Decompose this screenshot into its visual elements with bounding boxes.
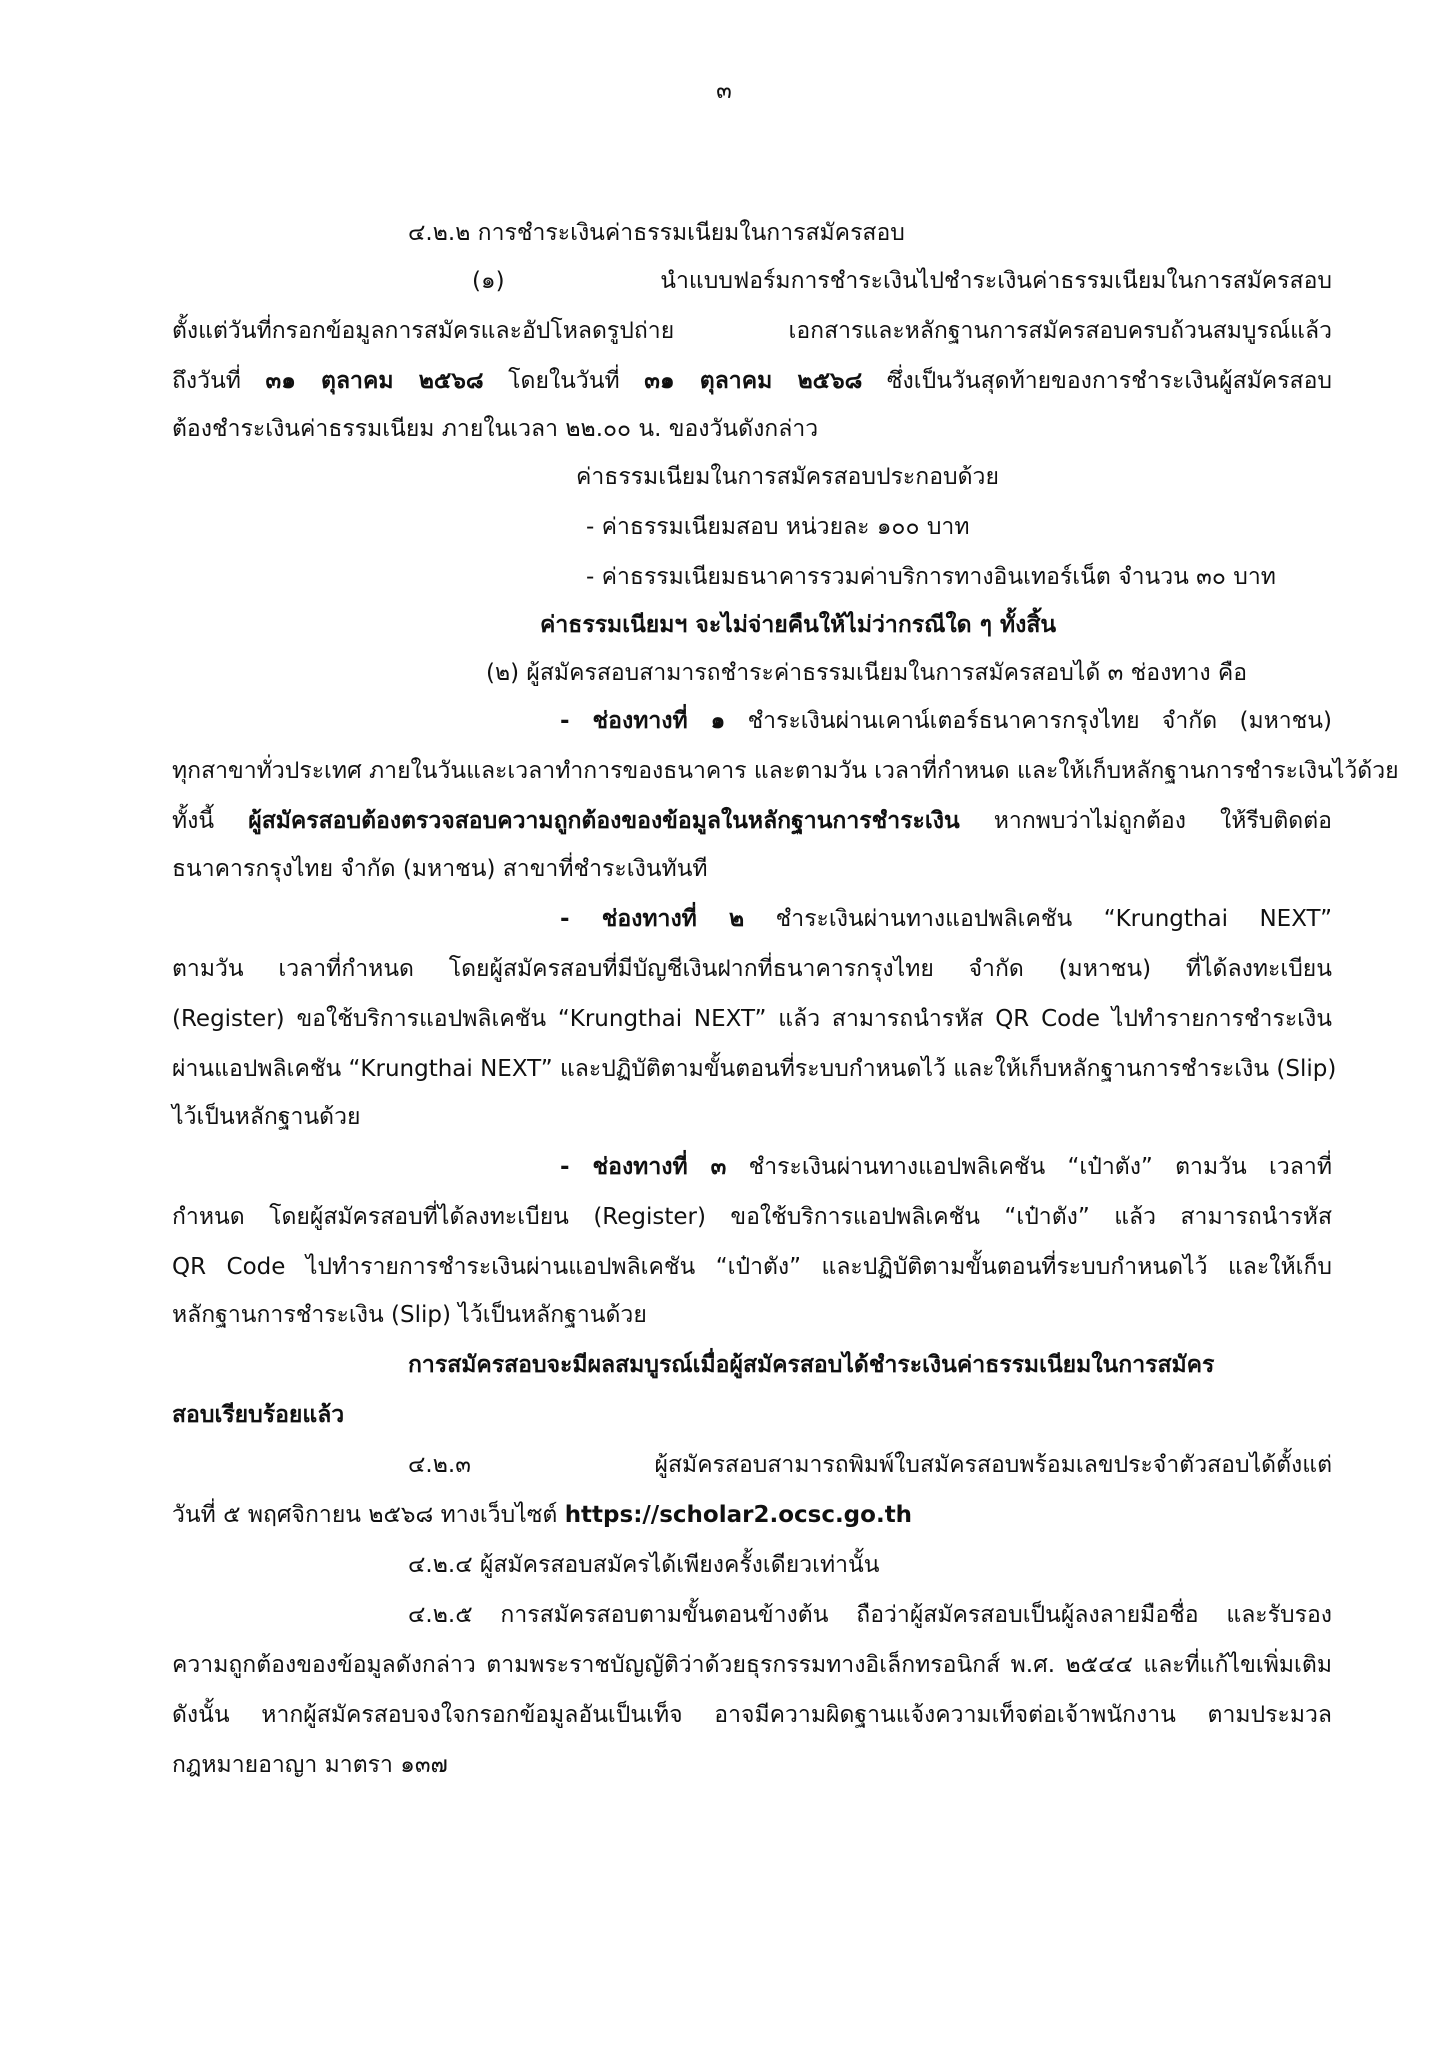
text-run: ชำระเงินผ่านทางแอปพลิเคชัน “Krungthai NEXT” [744, 906, 1333, 932]
completion-notice-line-2: สอบเรียบร้อยแล้ว [172, 1402, 345, 1428]
channel-1-line-3 [172, 806, 1332, 836]
channel-2-line-2: ตามวัน เวลาที่กำหนด โดยผู้สมัครสอบที่มีบัญชีเงินฝากที่ธนาคารกรุงไทย จำกัด (มหาชน) ที่ได้ลงทะเบียน [172, 956, 1332, 982]
channel-3-line-3: QR Code ไปทำรายการชำระเงินผ่านแอปพลิเคชัน “เป๋าตัง” และปฏิบัติตามขั้นตอนที่ระบบกำหนดไว้ และให้เก็บ [172, 1254, 1332, 1280]
non-refundable-notice: ค่าธรรมเนียมฯ จะไม่จ่ายคืนให้ไม่ว่ากรณีใด ๆ ทั้งสิ้น [540, 612, 1057, 638]
text-run: วันที่ ๕ พฤศจิกายน ๒๕๖๘ ทางเว็บไซต์ [172, 1502, 565, 1528]
paragraph-1-line-4: ต้องชำระเงินค่าธรรมเนียม ภายในเวลา ๒๒.๐๐ น. ของวันดังกล่าว [172, 416, 819, 442]
channel-1-line-2: ทุกสาขาทั่วประเทศ ภายในวันและเวลาทำการของธนาคาร และตามวัน เวลาที่กำหนด และให้เก็บหลักฐานการชำระเงินไว้ด้วย [172, 758, 1399, 784]
channel-2-label: - ช่องทางที่ ๒ [560, 906, 745, 932]
fee-item-exam: - ค่าธรรมเนียมสอบ หน่วยละ ๑๐๐ บาท [586, 514, 970, 540]
text-run: ซึ่งเป็นวันสุดท้ายของการชำระเงินผู้สมัครสอบ [862, 368, 1332, 394]
channel-1-label: - ช่องทางที่ ๑ [560, 708, 726, 734]
section-4-2-5-line-4: กฎหมายอาญา มาตรา ๑๓๗ [172, 1752, 448, 1778]
text-run: หากพบว่าไม่ถูกต้อง ให้รีบติดต่อ [959, 808, 1332, 834]
section-4-2-5-line-3: ดังนั้น หากผู้สมัครสอบจงใจกรอกข้อมูลอันเป็นเท็จ อาจมีความผิดฐานแจ้งความเท็จต่อเจ้าพนักงาน ตามประมวล [172, 1702, 1332, 1728]
paragraph-1-line-3 [172, 366, 1332, 396]
text-run: ถึงวันที่ [172, 368, 266, 394]
channel-2-line-5: ไว้เป็นหลักฐานด้วย [172, 1104, 361, 1130]
text-run: ชำระเงินผ่านเคาน์เตอร์ธนาคารกรุงไทย จำกัด (มหาชน) [725, 708, 1332, 734]
section-4-2-3-line-2 [172, 1500, 912, 1530]
fee-list-heading: ค่าธรรมเนียมในการสมัครสอบประกอบด้วย [576, 464, 999, 490]
paragraph-1-line-2: ตั้งแต่วันที่กรอกข้อมูลการสมัครและอัปโหลดรูปถ่าย เอกสารและหลักฐานการสมัครสอบครบถ้วนสมบูรณ์แล้ว [172, 318, 1332, 344]
text-run: โดยในวันที่ [483, 368, 645, 394]
website-link[interactable]: https://scholar2.ocsc.go.th [564, 1502, 913, 1528]
channel-1-line-4: ธนาคารกรุงไทย จำกัด (มหาชน) สาขาที่ชำระเงินทันที [172, 856, 708, 882]
page-number: ๓ [716, 78, 732, 104]
channel-2-line-4: ผ่านแอปพลิเคชัน “Krungthai NEXT” และปฏิบัติตามขั้นตอนที่ระบบกำหนดไว้ และให้เก็บหลักฐานการชำระเงิน (Slip) [172, 1056, 1337, 1082]
channel-3-line-4: หลักฐานการชำระเงิน (Slip) ไว้เป็นหลักฐานด้วย [172, 1302, 647, 1328]
section-4-2-3-line-1: ๔.๒.๓ ผู้สมัครสอบสามารถพิมพ์ใบสมัครสอบพร้อมเลขประจำตัวสอบได้ตั้งแต่ [408, 1452, 1332, 1478]
fee-item-bank: - ค่าธรรมเนียมธนาคารรวมค่าบริการทางอินเทอร์เน็ต จำนวน ๓๐ บาท [586, 564, 1276, 590]
section-4-2-5-line-1: ๔.๒.๕ การสมัครสอบตามขั้นตอนข้างต้น ถือว่าผู้สมัครสอบเป็นผู้ลงลายมือชื่อ และรับรอง [408, 1602, 1332, 1628]
deadline-date-bold: ๓๑ ตุลาคม ๒๕๖๘ [265, 368, 484, 394]
completion-notice-line-1: การสมัครสอบจะมีผลสมบูรณ์เมื่อผู้สมัครสอบได้ชำระเงินค่าธรรมเนียมในการสมัคร [408, 1352, 1215, 1378]
payment-channels-intro: (๒) ผู้สมัครสอบสามารถชำระค่าธรรมเนียมในการสมัครสอบได้ ๓ ช่องทาง คือ [486, 660, 1248, 686]
channel-3-line-1 [560, 1152, 1332, 1182]
channel-1-line-1 [560, 706, 1332, 736]
channel-2-line-1 [560, 904, 1332, 934]
channel-2-line-3: (Register) ขอใช้บริการแอปพลิเคชัน “Krungthai NEXT” แล้ว สามารถนำรหัส QR Code ไปทำรายการชำระเงิน [172, 1006, 1332, 1032]
verify-notice-bold: ผู้สมัครสอบต้องตรวจสอบความถูกต้องของข้อมูลในหลักฐานการชำระเงิน [248, 808, 960, 834]
section-heading-4-2-2: ๔.๒.๒ การชำระเงินค่าธรรมเนียมในการสมัครสอบ [408, 220, 905, 246]
channel-3-line-2: กำหนด โดยผู้สมัครสอบที่ได้ลงทะเบียน (Register) ขอใช้บริการแอปพลิเคชัน “เป๋าตัง” แล้ว สามารถนำรหัส [172, 1204, 1332, 1230]
channel-3-label: - ช่องทางที่ ๓ [560, 1154, 727, 1180]
text-run: ชำระเงินผ่านทางแอปพลิเคชัน “เป๋าตัง” ตามวัน เวลาที่ [726, 1154, 1333, 1180]
section-4-2-5-line-2: ความถูกต้องของข้อมูลดังกล่าว ตามพระราชบัญญัติว่าด้วยธุรกรรมทางอิเล็กทรอนิกส์ พ.ศ. ๒๕๔๔ และที่แก้ไขเพิ่มเติม [172, 1652, 1332, 1678]
section-4-2-4: ๔.๒.๔ ผู้สมัครสอบสมัครได้เพียงครั้งเดียวเท่านั้น [408, 1552, 880, 1578]
deadline-date-bold: ๓๑ ตุลาคม ๒๕๖๘ [644, 368, 863, 394]
paragraph-1-line-1: (๑) นำแบบฟอร์มการชำระเงินไปชำระเงินค่าธรรมเนียมในการสมัครสอบ [472, 268, 1332, 294]
text-run: ทั้งนี้ [172, 808, 249, 834]
